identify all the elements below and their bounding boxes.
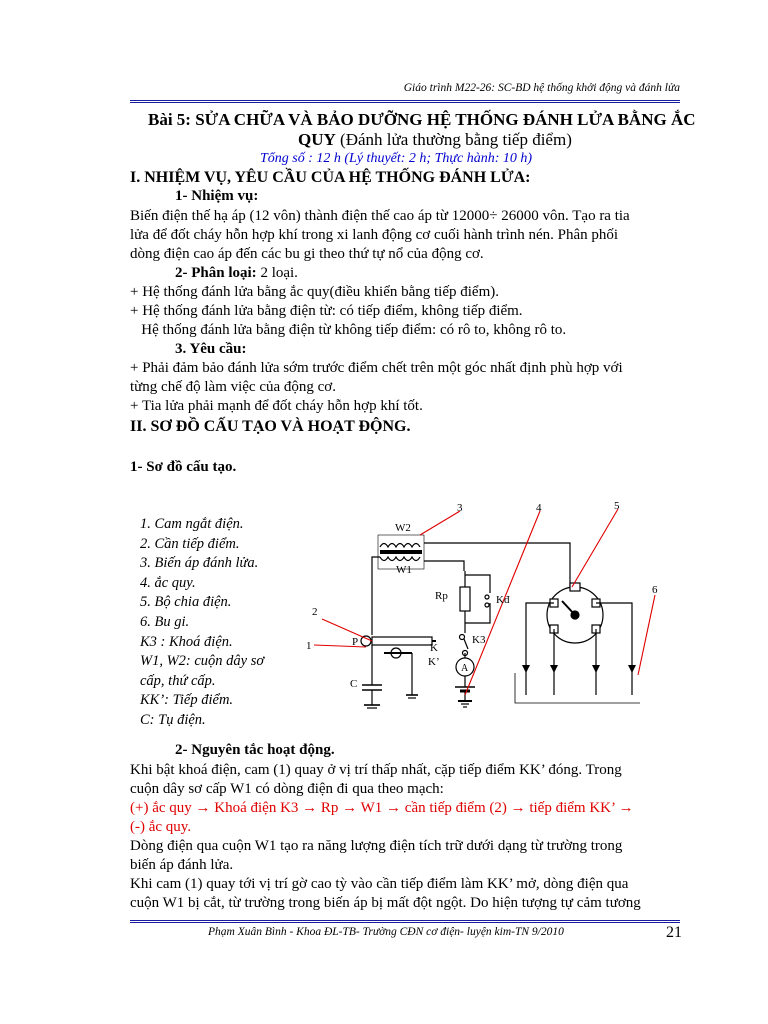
legend-item: cấp, thứ cấp. — [140, 672, 216, 689]
lesson-subtitle — [298, 130, 572, 150]
section1-sub3: 3. Yêu cầu: — [175, 341, 247, 357]
legend-item: K3 : Khoá điện. — [140, 633, 233, 650]
running-header: Giáo trình M22-26: SC-BD hệ thống khởi động và đánh lửa — [403, 82, 680, 94]
paragraph-line: cuộn dây sơ cấp W1 có dòng điện đi qua theo mạch: — [130, 781, 444, 797]
ignition-circuit-diagram — [300, 495, 680, 730]
paragraph-line: Biến điện thế hạ áp (12 vôn) thành điện thế cao áp từ 12000÷ 26000 vôn. Tạo ra tia — [130, 208, 630, 224]
paragraph-line: biến áp đánh lửa. — [130, 857, 234, 873]
spark-plugs — [522, 665, 636, 673]
label-c: C — [350, 678, 358, 690]
page-number: 21 — [666, 924, 682, 941]
sub2-label: 2- Phân loại: — [175, 265, 257, 281]
paragraph-line: dòng điện cao áp đến các bu gi theo thứ tự nổ của động cơ. — [130, 246, 484, 262]
battery — [455, 676, 475, 707]
label-k-prime: K’ — [428, 656, 440, 668]
ht-lead — [424, 543, 570, 587]
label-a: A — [461, 663, 469, 674]
label-2: 2 — [312, 606, 318, 618]
paragraph-line: + Hệ thống đánh lửa bằng ắc quy(điều khiển bằng tiếp điểm). — [130, 284, 499, 300]
paragraph-line: + Phải đảm bảo đánh lửa sớm trước điểm chết trên một góc nhất định phù hợp với — [130, 360, 623, 376]
distributor — [547, 583, 603, 643]
legend-item: 4. ắc quy. — [140, 574, 196, 591]
paragraph-line: lửa để đốt cháy hỗn hợp khí trong xi lanh động cơ cuối hành trình nén. Phân phối — [130, 227, 619, 243]
title-quy: QUY — [298, 130, 336, 149]
legend-item: 2. Cần tiếp điểm. — [140, 535, 240, 552]
resistor-rp — [460, 587, 470, 611]
legend-item: 1. Cam ngắt điện. — [140, 516, 244, 532]
paragraph-line: cuộn W1 bị cắt, từ trường trong biến áp bị mất đột ngột. Do hiện tượng tự cảm tương — [130, 895, 641, 911]
paragraph-line: Khi bật khoá điện, cam (1) quay ở vị trí thấp nhất, cặp tiếp điểm KK’ đóng. Trong — [130, 762, 622, 778]
legend-item: 6. Bu gi. — [140, 613, 190, 630]
circuit-path-line: (+) ắc quy → Khoá điện K3 → Rp → W1 → cần tiếp điểm (2) → tiếp điểm KK’ → — [130, 800, 634, 816]
legend-item: C: Tụ điện. — [140, 711, 206, 728]
circuit-path-line: (-) ắc quy. — [130, 819, 192, 835]
paragraph-line: từng chế độ làm việc của động cơ. — [130, 379, 336, 395]
lesson-title: Bài 5: SỬA CHỮA VÀ BẢO DƯỠNG HỆ THỐNG ĐÁNH LỬA BẰNG ẮC — [148, 110, 696, 129]
legend-item: 5. Bộ chia điện. — [140, 594, 232, 611]
capacitor-c — [362, 645, 382, 708]
label-6: 6 — [652, 584, 658, 596]
switch-k3 — [460, 635, 465, 640]
footer-rule — [130, 920, 680, 923]
legend-item: W1, W2: cuộn dây sơ — [140, 653, 265, 670]
label-5: 5 — [614, 500, 620, 512]
label-3: 3 — [457, 502, 463, 514]
legend-item: 3. Biến áp đánh lửa. — [140, 555, 259, 572]
footer-text: Phạm Xuân Bình - Khoa ĐL-TB- Trường CĐN cơ điện- luyện kim-TN 9/2010 — [208, 926, 564, 938]
label-p: P — [352, 636, 359, 648]
paragraph-line: + Tia lửa phải mạnh để đốt cháy hỗn hợp khí tốt. — [130, 398, 423, 414]
section1-heading: I. NHIỆM VỤ, YÊU CẦU CỦA HỆ THỐNG ĐÁNH LỬA: — [130, 169, 531, 186]
paragraph-line: Hệ thống đánh lửa bằng điện từ không tiếp điểm: có rô to, không rô to. — [130, 322, 567, 338]
label-w2: W2 — [395, 522, 411, 534]
label-kd: Kđ — [496, 594, 510, 606]
section1-sub2 — [175, 265, 298, 282]
label-k: K — [430, 642, 438, 654]
label-w1: W1 — [396, 564, 412, 576]
paragraph-line: Dòng điện qua cuộn W1 tạo ra năng lượng điện tích trữ dưới dạng từ trường trong — [130, 838, 623, 854]
section2-heading: II. SƠ ĐỒ CẤU TẠO VÀ HOẠT ĐỘNG. — [130, 418, 411, 435]
label-rp: Rp — [435, 590, 448, 602]
section2-sub2: 2- Nguyên tắc hoạt động. — [175, 742, 335, 758]
header-rule — [130, 100, 680, 103]
title-subtitle-text: (Đánh lửa thường bằng tiếp điểm) — [335, 130, 572, 149]
paragraph-line: + Hệ thống đánh lửa bằng điện từ: có tiếp điểm, không tiếp điểm. — [130, 303, 523, 319]
section2-sub1: 1- Sơ đồ cấu tạo. — [130, 459, 237, 475]
section1-sub1: 1- Nhiệm vụ: — [175, 188, 259, 204]
label-k3: K3 — [472, 634, 486, 646]
callout-leaders — [314, 509, 655, 695]
time-allocation: Tổng số : 12 h (Lý thuyết: 2 h; Thực hành: 10 h) — [260, 151, 533, 166]
legend-item: KK’: Tiếp điểm. — [140, 692, 234, 709]
paragraph-line: Khi cam (1) quay tới vị trí gờ cao tỳ vào cần tiếp điểm làm KK’ mở, dòng điện qua — [130, 876, 629, 892]
label-4: 4 — [536, 502, 542, 514]
sub2-value: 2 loại. — [256, 265, 298, 281]
label-1: 1 — [306, 640, 312, 652]
diagram-legend — [140, 515, 264, 731]
